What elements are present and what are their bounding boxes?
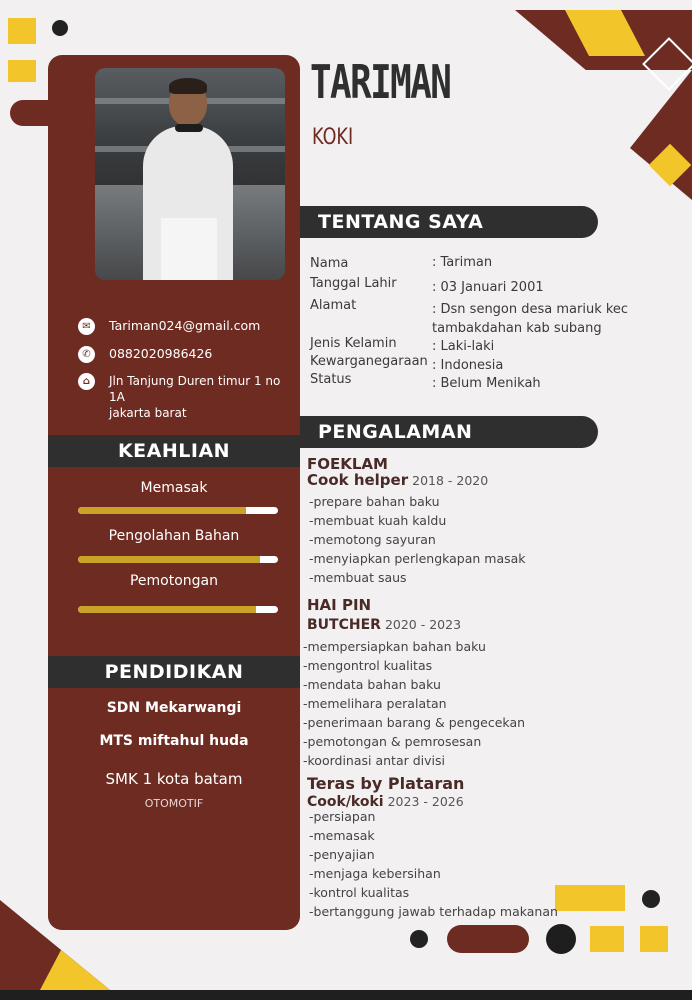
skill-fill — [78, 606, 256, 613]
home-icon: ⌂ — [78, 373, 95, 390]
deco-rect — [555, 885, 625, 911]
info-value: : Tariman — [432, 255, 493, 270]
deco-pill — [447, 925, 529, 953]
about-heading: TENTANG SAYA — [300, 206, 598, 238]
education-note: OTOMOTIF — [144, 797, 204, 810]
job-company: FOEKLAM — [307, 455, 388, 473]
info-value — [432, 300, 632, 338]
job-duty: -penerimaan barang & pengecekan — [303, 715, 526, 730]
info-label: Status — [310, 372, 352, 387]
deco-dot — [52, 20, 68, 36]
screen-bottom-bar — [0, 990, 692, 1000]
info-label: Alamat — [310, 298, 357, 313]
address-value-line-1: : Dsn sengon desa mariuk kec — [432, 302, 629, 317]
mail-icon: ✉ — [78, 318, 95, 335]
contact-address — [78, 373, 280, 421]
contact-email — [78, 318, 260, 335]
job-company: HAI PIN — [307, 596, 372, 614]
job-title — [307, 471, 488, 489]
deco-dot — [410, 930, 428, 948]
job-title-text: Cook helper — [307, 471, 409, 489]
info-label: Tanggal Lahir — [310, 276, 397, 291]
phone-text: 0882020986426 — [109, 346, 213, 361]
job-duty: -persiapan — [309, 809, 376, 824]
job-title-text: BUTCHER — [307, 617, 381, 633]
job-duty: -membuat kuah kaldu — [309, 513, 447, 528]
job-duty: -menyiapkan perlengkapan masak — [309, 551, 526, 566]
job-period: 2020 - 2023 — [384, 617, 462, 632]
job-duty: -koordinasi antar divisi — [303, 753, 445, 768]
info-label: Jenis Kelamin — [310, 336, 397, 351]
job-duty: -memasak — [309, 828, 375, 843]
skill-label: Pemotongan — [129, 573, 219, 589]
job-title — [307, 794, 464, 810]
job-title-text: Cook/koki — [307, 794, 384, 810]
job-duty: -memelihara peralatan — [303, 696, 447, 711]
deco-dot — [642, 890, 660, 908]
job-company: Teras by Plataran — [307, 774, 465, 793]
skill-fill — [78, 507, 246, 514]
deco-square — [8, 60, 36, 82]
info-value: : 03 Januari 2001 — [432, 280, 544, 295]
job-duty: -mempersiapkan bahan baku — [303, 639, 486, 654]
info-value: : Indonesia — [432, 358, 504, 373]
deco-square — [8, 18, 36, 44]
job-duty: -mengontrol kualitas — [303, 658, 433, 673]
info-value: : Belum Menikah — [432, 376, 541, 391]
info-label: Nama — [310, 256, 349, 271]
education-item: MTS miftahul huda — [99, 733, 249, 749]
info-value: : Laki-laki — [432, 339, 495, 354]
deco-triangle — [630, 70, 692, 200]
phone-icon: ✆ — [78, 346, 95, 363]
skill-bar — [78, 606, 278, 613]
skill-label: Pengolahan Bahan — [108, 528, 240, 544]
job-duty: -mendata bahan baku — [303, 677, 441, 692]
job-duty: -membuat saus — [309, 570, 407, 585]
job-duty: -penyajian — [309, 847, 375, 862]
address-line-1: Jln Tanjung Duren timur 1 no — [109, 374, 281, 388]
email-text: Tariman024@gmail.com — [109, 318, 261, 333]
profile-photo — [95, 68, 285, 280]
deco-dot — [546, 924, 576, 954]
job-duty: -pemotongan & pemrosesan — [303, 734, 482, 749]
job-period: 2018 - 2020 — [412, 473, 489, 488]
job-duty: -bertanggung jawab terhadap makanan — [309, 904, 558, 919]
job-period: 2023 - 2026 — [387, 794, 464, 809]
skill-bar — [78, 507, 278, 514]
education-heading: PENDIDIKAN — [48, 656, 300, 688]
education-item: SMK 1 kota batam — [105, 770, 243, 788]
deco-square — [640, 926, 668, 952]
candidate-role: KOKI — [312, 125, 354, 150]
address-line-2: 1A — [109, 390, 125, 404]
job-duty: -prepare bahan baku — [309, 494, 440, 509]
experience-heading: PENGALAMAN — [300, 416, 598, 448]
contact-phone — [78, 346, 212, 363]
job-duty: -kontrol kualitas — [309, 885, 410, 900]
skill-label: Memasak — [140, 480, 208, 496]
skills-heading: KEAHLIAN — [48, 435, 300, 467]
job-title — [307, 617, 461, 633]
candidate-name: TARIMAN — [310, 55, 451, 109]
address-value-line-2: tambakdahan kab subang — [432, 321, 602, 336]
info-label: Kewarganegaraan — [310, 354, 428, 369]
skill-bar — [78, 556, 278, 563]
address-line-3: jakarta barat — [109, 406, 187, 420]
job-duty: -menjaga kebersihan — [309, 866, 441, 881]
education-item: SDN Mekarwangi — [106, 700, 242, 716]
deco-square — [590, 926, 624, 952]
address-text — [109, 373, 280, 421]
job-duty: -memotong sayuran — [309, 532, 436, 547]
skill-fill — [78, 556, 260, 563]
